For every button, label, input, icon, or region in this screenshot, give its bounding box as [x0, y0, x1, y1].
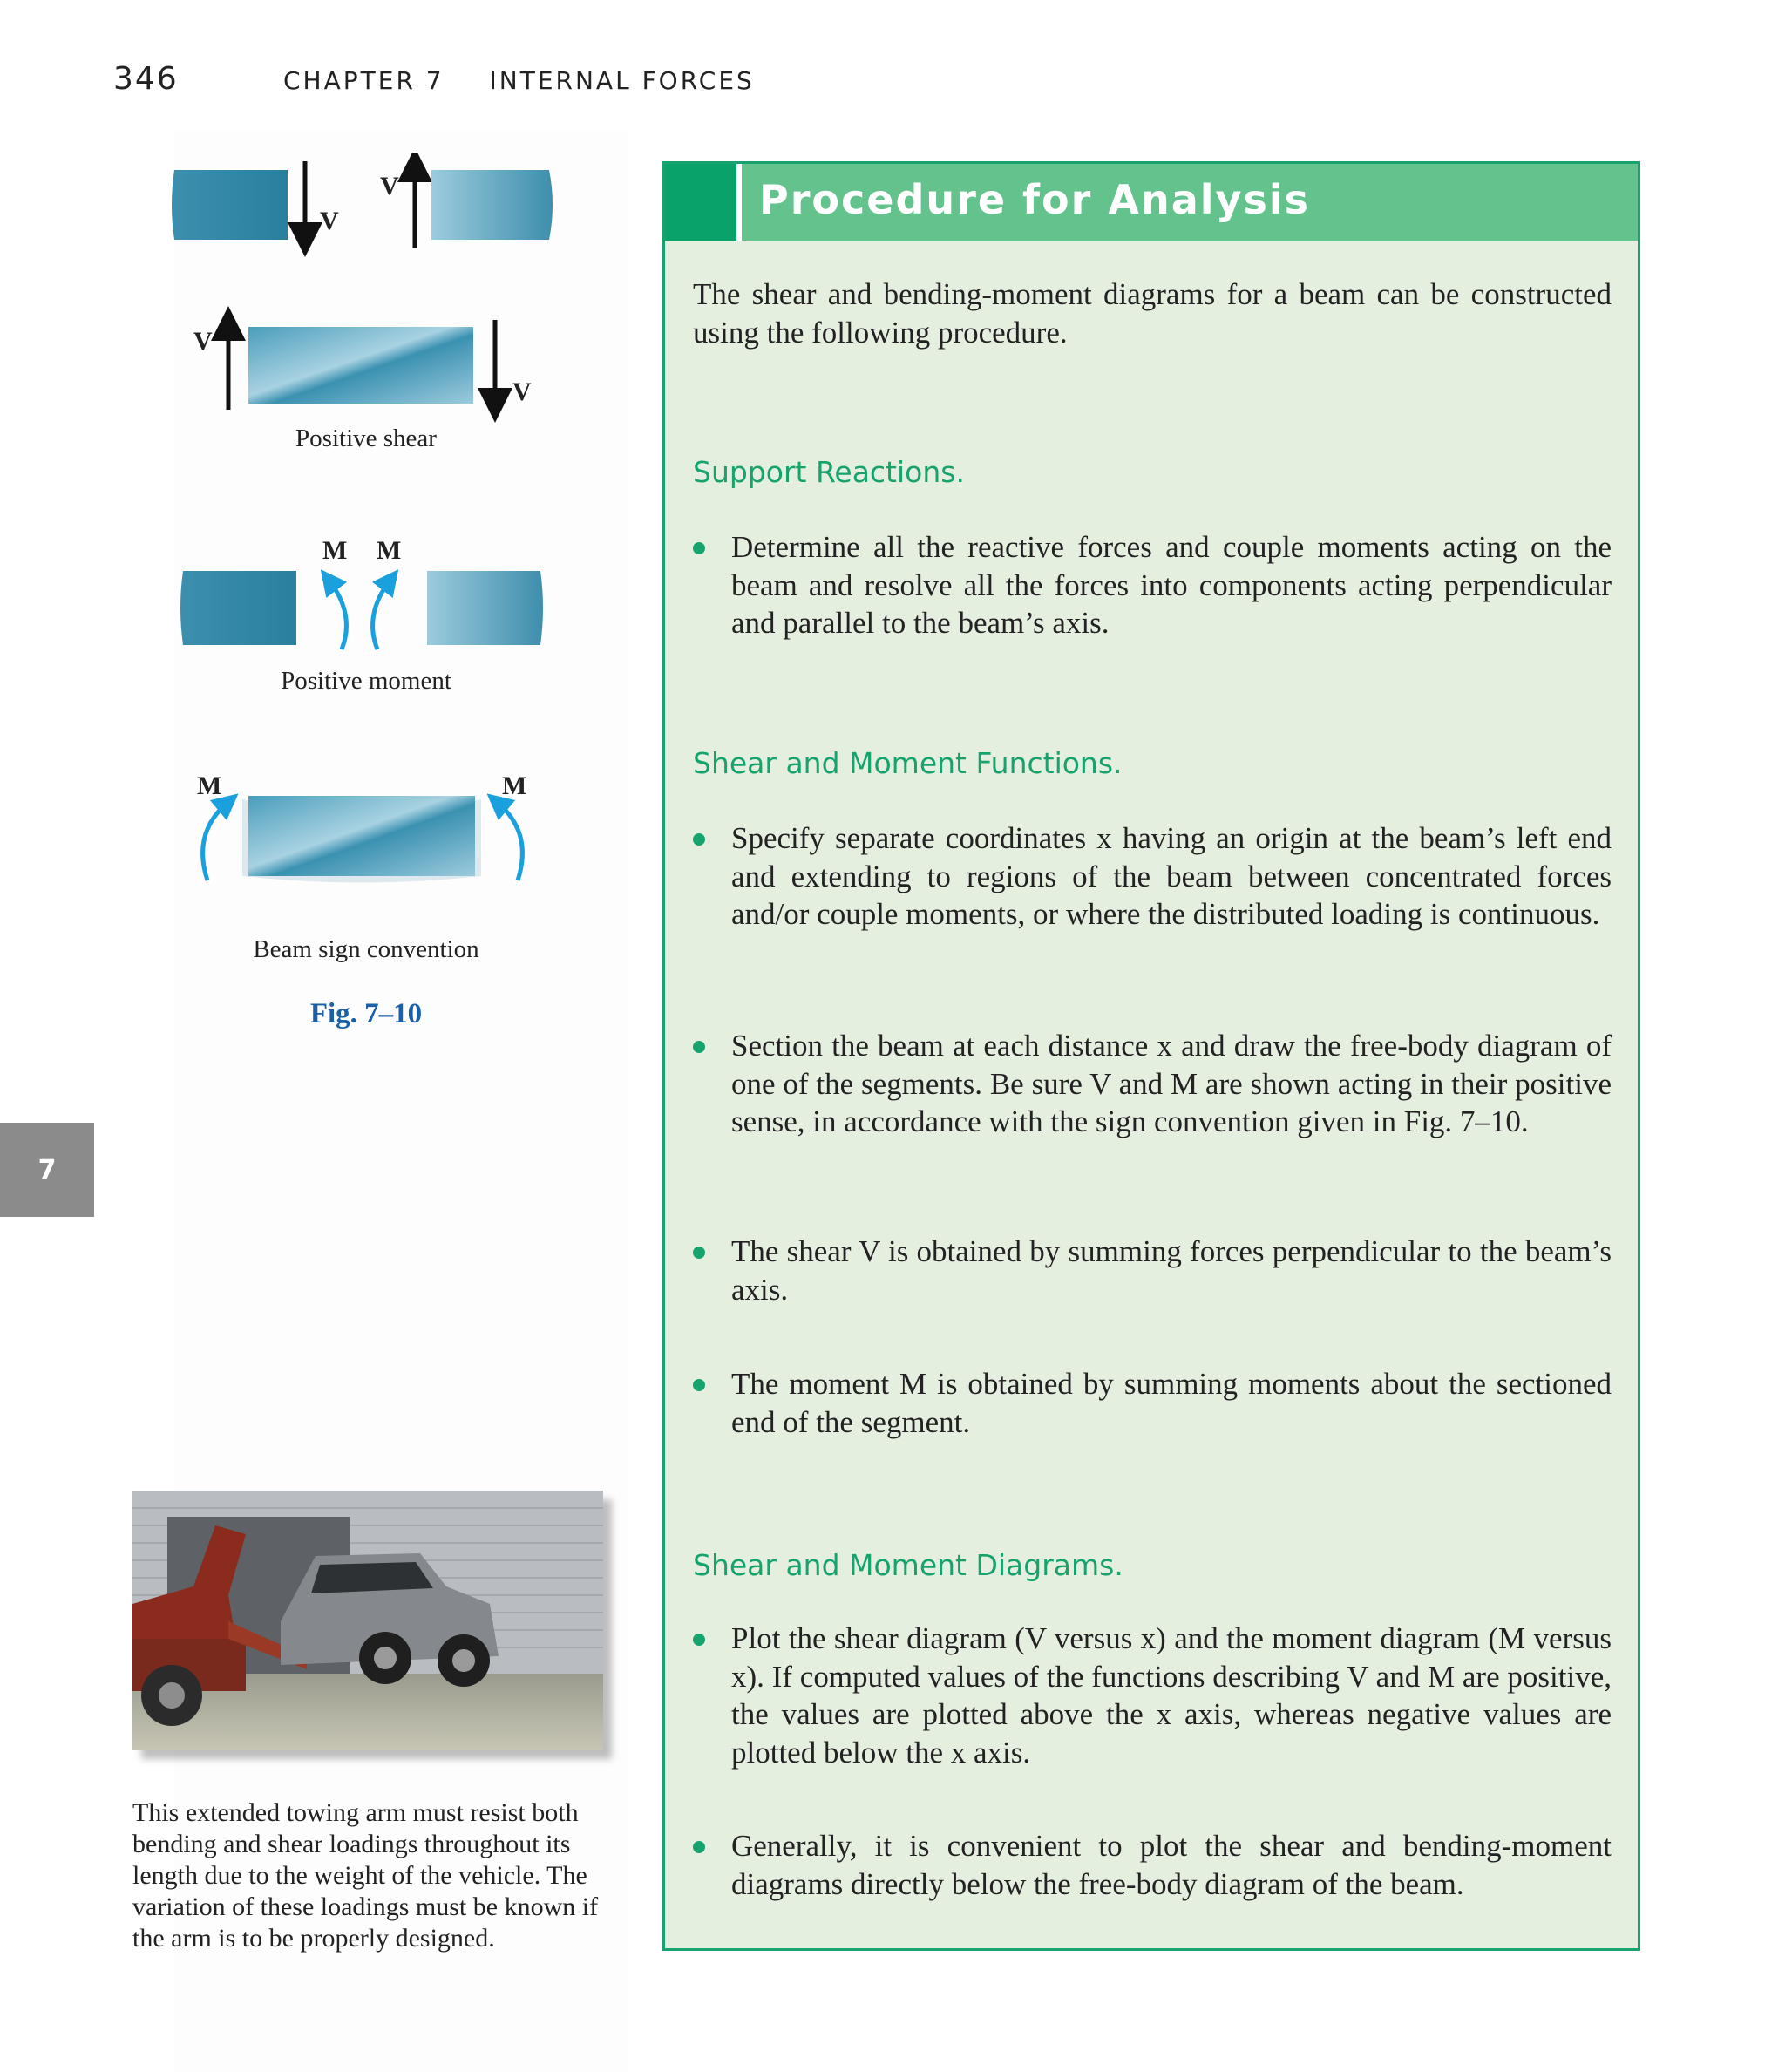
moment-ccw-arrow [203, 802, 228, 880]
bullet-text: The shear V is obtained by summing forces perpendicular to the beam’s axis. [731, 1234, 1612, 1307]
sign-convention-beam [248, 796, 475, 876]
bullet-item [693, 1027, 1612, 1141]
label-v: V [193, 327, 213, 356]
moment-right-segment [427, 571, 543, 645]
bullet-item [693, 1827, 1612, 1903]
section-heading-shear-moment-functions: Shear and Moment Functions. [693, 746, 1123, 780]
section-heading-shear-moment-diagrams: Shear and Moment Diagrams. [693, 1548, 1123, 1582]
bullet-dot [693, 1379, 705, 1391]
procedure-header [665, 164, 1638, 241]
chapter-title: INTERNAL FORCES [489, 66, 755, 95]
figure-number: Fig. 7–10 [309, 998, 423, 1029]
photo-caption: This extended towing arm must resist both bending and shear loadings throughout its length due to the weight of the vehicle. The variation of these loadings must be known if the arm is to be properly designed. [132, 1798, 599, 1953]
bullet-dot [693, 833, 705, 846]
label-v: V [512, 377, 532, 406]
bullet-text: Plot the shear diagram (V versus x) and the moment diagram (M versus x). If computed values of the functions describing V and M are positive, the values are plotted above the x axis, whereas negative values are plotted below the x axis. [731, 1621, 1612, 1770]
shear-beam [248, 327, 473, 404]
bullet-text: Generally, it is convenient to plot the shear and bending-moment diagrams directly below the free-body diagram of the beam. [731, 1829, 1612, 1901]
procedure-box [662, 161, 1640, 1951]
beam-sign-convention-label: Beam sign convention [253, 935, 479, 963]
bullet-dot [693, 542, 705, 554]
moment-right-arrow [373, 580, 390, 649]
bullet-text: Determine all the reactive forces and couple moments acting on the beam and resolve all the forces into components acting perpendicular and parallel to the beam’s axis. [731, 530, 1612, 640]
running-head [283, 66, 755, 95]
chapter-label: CHAPTER 7 [283, 66, 445, 95]
beam-sign-convention-diagram [166, 153, 567, 989]
procedure-intro: The shear and bending-moment diagrams for a beam can be constructed using the following procedure. [693, 277, 1612, 350]
bullet-item [693, 1365, 1612, 1441]
bullet-item [693, 1233, 1612, 1308]
figure-7-10 [166, 153, 567, 1029]
tow-truck-photo [132, 1491, 603, 1750]
moment-left-segment [180, 571, 296, 645]
bullet-text: The moment M is obtained by summing moments about the sectioned end of the segment. [731, 1367, 1612, 1439]
bullet-item [693, 1620, 1612, 1771]
page-number: 346 [113, 61, 179, 97]
chapter-tab[interactable]: 7 [0, 1123, 94, 1217]
bullet-dot [693, 1841, 705, 1853]
procedure-title: Procedure for Analysis [759, 176, 1311, 223]
label-m: M [377, 536, 402, 565]
label-m: M [502, 771, 527, 800]
bullet-dot [693, 1247, 705, 1259]
bullet-text: Specify separate coordinates x having an origin at the beam’s left end and extending to regions of the beam between concentrated forces and/or couple moments, or where the distributed loading is continuous. [731, 821, 1612, 931]
header-divider [736, 164, 742, 241]
tow-truck-illustration [132, 1491, 603, 1750]
label-m: M [322, 536, 348, 565]
header-accent-block [665, 164, 736, 241]
section-heading-support-reactions: Support Reactions. [693, 455, 965, 489]
bullet-text: Section the beam at each distance x and draw the free-body diagram of one of the segments. Be sure V and M are shown acting in their positive sense, in accordance with the sign convention given in Fig. 7–10. [731, 1029, 1612, 1138]
shear-left-segment [172, 170, 288, 240]
bullet-dot [693, 1041, 705, 1053]
bullet-dot [693, 1634, 705, 1646]
moment-cw-arrow [497, 802, 522, 880]
label-m: M [197, 771, 222, 800]
bullet-item [693, 819, 1612, 934]
moment-left-arrow [329, 580, 346, 649]
label-v: V [380, 172, 399, 200]
shear-right-segment [431, 170, 553, 240]
positive-moment-label: Positive moment [281, 667, 451, 695]
label-v: V [320, 207, 339, 235]
positive-shear-label: Positive shear [295, 425, 437, 452]
bullet-item [693, 528, 1612, 642]
